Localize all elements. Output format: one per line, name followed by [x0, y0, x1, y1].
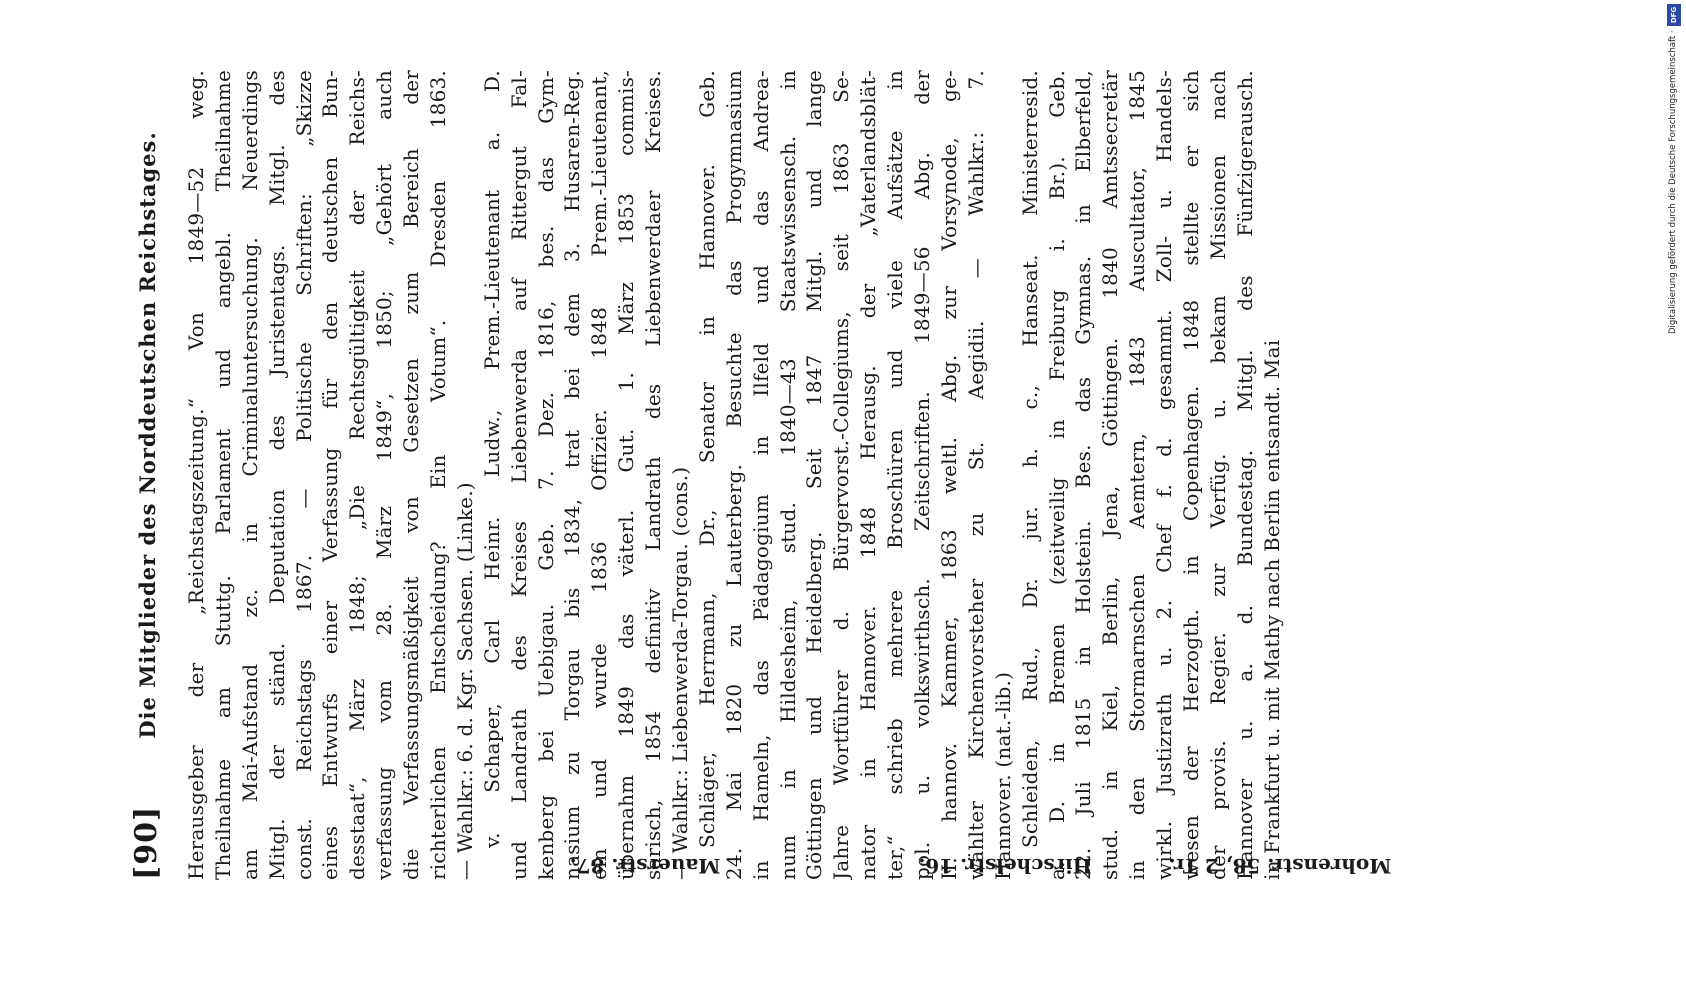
- margin-note-2: Hirschelstr. 16.: [918, 854, 1092, 878]
- text-line: num in Hildesheim, stud. 1840—43 Staatswissensch. in: [775, 70, 800, 880]
- text-line: — Wahlkr.: Liebenwerda-Torgau. (cons.): [668, 466, 693, 880]
- text-line: kenberg bei Uebigau. Geb. 7. Dez. 1816, bes. das Gym-: [533, 70, 558, 880]
- member-entry: [479, 70, 694, 880]
- page-number: [90]: [129, 805, 164, 880]
- text-line: ter,“ schrieb mehrere Broschüren und viele Aufsätze in: [883, 70, 908, 880]
- member-entry: [694, 70, 1017, 880]
- text-line: a. D. in Bremen (zeitweilig in Freiburg i. Br.). Geb.: [1044, 70, 1069, 880]
- digitization-credit: [1665, 4, 1683, 334]
- text-line: die Verfassungsmäßigkeit von Gesetzen zum Bereich der: [399, 70, 424, 880]
- text-line: nator in Hannover. 1848 Herausg. der „Vaterlandsblät-: [856, 70, 881, 880]
- text-line: Göttingen und Heidelberg. Seit 1847 Mitgl. und lange: [802, 70, 827, 880]
- text-line: stud. in Kiel, Berlin, Jena, Göttingen. 1840 Amtssecretär: [1098, 70, 1123, 880]
- text-line: Hannover. (nat.-lib.): [990, 671, 1015, 880]
- text-line: wesen der Herzogth. in Copenhagen. 1848 stellte er sich: [1178, 70, 1203, 880]
- text-line: Mitgl. der ständ. Deputation des Juristentags. Mitgl. des: [264, 70, 289, 880]
- text-line: 22. Juli 1815 in Holstein. Bes. das Gymnas. in Elberfeld,: [1071, 70, 1096, 880]
- text-line: am Mai-Aufstand zc. in Criminaluntersuchung. Neuerdings: [237, 70, 262, 880]
- text-line: übernahm 1849 das väterl. Gut. 1. März 1853 commis-: [614, 70, 639, 880]
- text-line: nasium zu Torgau bis 1834, trat bei dem 3. Husaren-Reg.: [560, 70, 585, 880]
- text-line: Hannover u. a. d. Bundestag. Mitgl. des Fünfzigerausch.: [1232, 70, 1257, 880]
- margin-note-1: Mauerstr. 87.: [569, 854, 721, 878]
- text-line: II. hannov. Kammer, 1863 weltl. Abg. zur Vorsynode, ge-: [936, 70, 961, 880]
- text-line: Schleiden, Rud., Dr. jur. h. c., Hanseat. Ministerresid.: [1017, 70, 1042, 848]
- text-line: const. Reichstags 1867. — Politische Schriften: „Skizze: [291, 70, 316, 880]
- margin-note-3: Mohrenstr. 58, 2 Tr.: [1168, 854, 1392, 878]
- body-text: [183, 70, 1286, 880]
- text-line: wählter Kirchenvorsteher zu St. Aegidii. — Wahlkr.: 7.: [963, 70, 988, 880]
- text-line: richterlichen Entscheidung? Ein Votum“. Dresden 1863.: [426, 70, 451, 880]
- text-line: und Landrath des Kreises Liebenwerda auf Rittergut Fal-: [506, 70, 531, 880]
- text-line: ein und wurde 1836 Offizier. 1848 Prem.-Lieutenant,: [587, 70, 612, 880]
- text-line: in Hameln, das Pädagogium in Ilfeld und das Andrea-: [748, 70, 773, 880]
- text-line: — Wahlkr.: 6. d. Kgr. Sachsen. (Linke.): [452, 482, 477, 880]
- text-line: v. Schaper, Carl Heinr. Ludw., Prem.-Lieutenant a. D.: [479, 70, 504, 848]
- page-header: [125, 70, 175, 920]
- text-line: in Frankfurt u. mit Mathy nach Berlin entsandt. Mai: [1259, 339, 1284, 880]
- dfg-logo: DFG: [1667, 4, 1681, 26]
- member-entry: [1017, 70, 1286, 880]
- credit-text: Digitalisierung gefördert durch die Deutsche Forschungsgemeinschaft ·: [1668, 30, 1678, 334]
- text-line: in den Stormarnschen Aemtern, 1843 Auscultator, 1845: [1125, 70, 1150, 880]
- text-line: pol. u. volkswirthsch. Zeitschriften. 1849—56 Abg. der: [910, 70, 935, 880]
- text-line: Schläger, Herrmann, Dr., Senator in Hannover. Geb.: [694, 70, 719, 848]
- text-line: Theilnahme am Stuttg. Parlament und angebl. Theilnahme: [210, 70, 235, 880]
- text-line: 24. Mai 1820 zu Lauterberg. Besuchte das Progymnasium: [721, 70, 746, 880]
- running-title: Die Mitglieder des Norddeutschen Reichstages.: [135, 131, 160, 739]
- text-line: Herausgeber der „Reichstagszeitung.“ Von 1849—52 weg.: [184, 70, 208, 880]
- text-line: eines Entwurfs einer Verfassung für den deutschen Bun-: [318, 70, 343, 880]
- text-line: Jahre Wortführer d. Bürgervorst.-Collegiums, seit 1863 Se-: [829, 70, 854, 880]
- rotated-text-block: [125, 70, 1555, 920]
- text-line: sarisch, 1854 definitiv Landrath des Liebenwerdaer Kreises.: [641, 70, 666, 880]
- text-line: der provis. Regier. zur Verfüg. u. bekam Missionen nach: [1205, 70, 1230, 880]
- text-line: wirkl. Justizrath u. 2. Chef f. d. gesammt. Zoll- u. Handels-: [1152, 70, 1177, 880]
- text-line: verfassung vom 28. März 1849“, 1850; „Gehört auch: [372, 70, 397, 880]
- member-entry: [183, 70, 479, 880]
- text-line: desstaat“, März 1848; „Die Rechtsgültigkeit der Reichs-: [345, 70, 370, 880]
